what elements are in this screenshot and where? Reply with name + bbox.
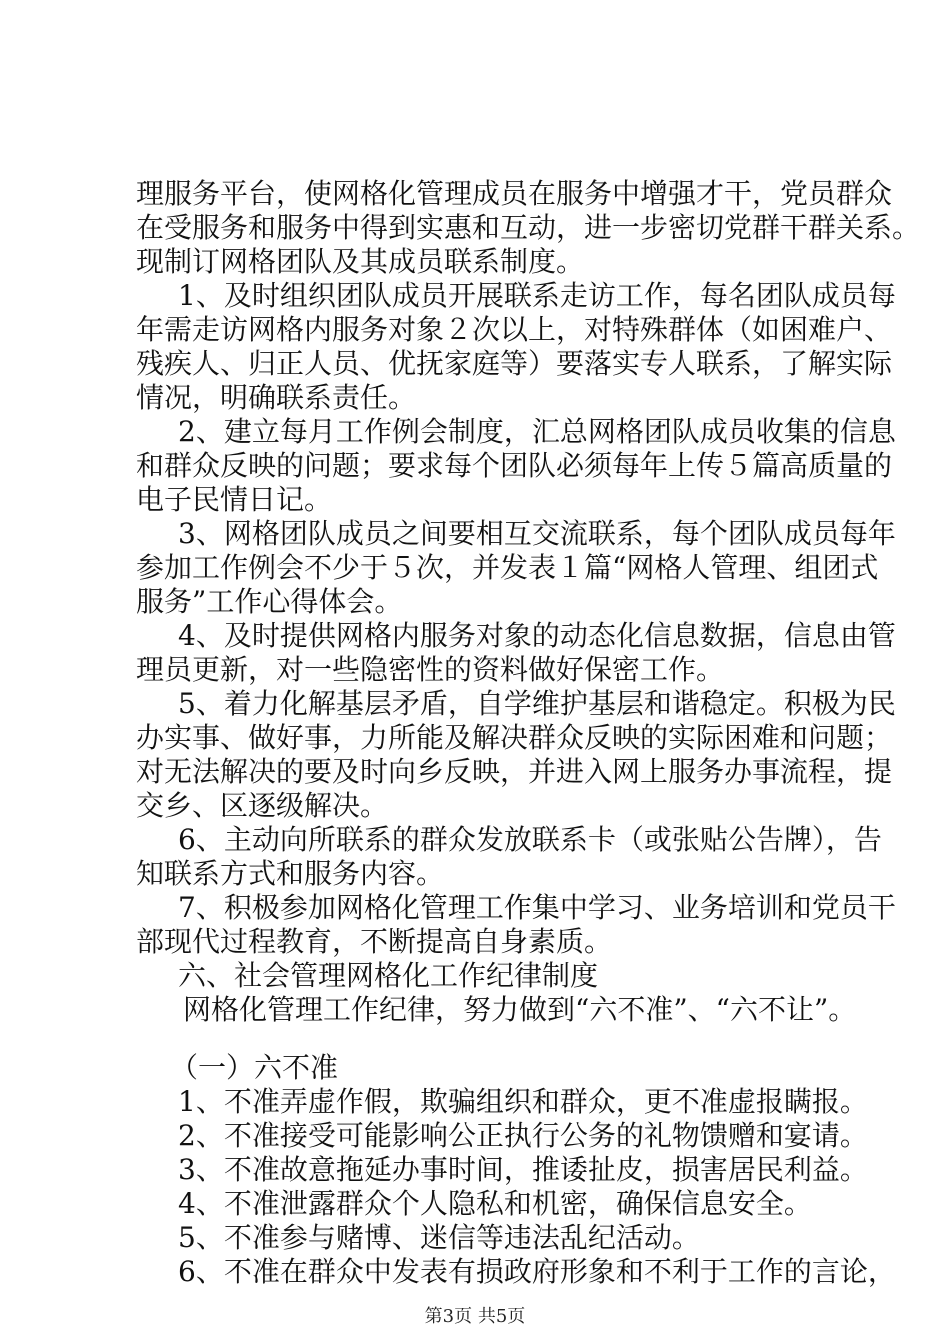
body-text-line: 部现代过程教育，不断提高自身素质。 — [136, 925, 613, 958]
body-text-line: 知联系方式和服务内容。 — [136, 857, 445, 890]
section-intro: 网格化管理工作纪律，努力做到“六不准”、“六不让”。 — [183, 993, 857, 1026]
paragraph-line: 4、及时提供网格内服务对象的动态化信息数据，信息由管 — [178, 619, 896, 652]
body-text-line: 理服务平台，使网格化管理成员在服务中增强才干，党员群众 — [136, 177, 893, 210]
page-footer: 第3页 共5页 — [424, 1306, 526, 1327]
paragraph-line: 6、主动向所联系的群众发放联系卡（或张贴公告牌），告 — [178, 823, 882, 856]
body-text-line: 参加工作例会不少于５次，并发表１篇“网格人管理、组团式 — [136, 551, 879, 584]
paragraph-line: 2、建立每月工作例会制度，汇总网格团队成员收集的信息 — [178, 415, 896, 448]
body-text-line: 理员更新，对一些隐密性的资料做好保密工作。 — [136, 653, 725, 686]
section-heading: 六、社会管理网格化工作纪律制度 — [178, 959, 599, 992]
body-text-line: 残疾人、归正人员、优抚家庭等）要落实专人联系，了解实际 — [136, 347, 893, 380]
list-item: 5、不准参与赌博、迷信等违法乱纪活动。 — [178, 1221, 700, 1254]
subsection-heading: （一）六不准 — [170, 1051, 339, 1084]
body-text-line: 现制订网格团队及其成员联系制度。 — [136, 245, 585, 278]
body-text-line: 情况，明确联系责任。 — [136, 381, 417, 414]
paragraph-line: 5、着力化解基层矛盾，自学维护基层和谐稳定。积极为民 — [178, 687, 896, 720]
body-text-line: 办实事、做好事，力所能及解决群众反映的实际困难和问题； — [136, 721, 893, 754]
body-text-line: 对无法解决的要及时向乡反映，并进入网上服务办事流程，提 — [136, 755, 893, 788]
list-item: 2、不准接受可能影响公正执行公务的礼物馈赠和宴请。 — [178, 1119, 868, 1152]
body-text-line: 和群众反映的问题；要求每个团队必须每年上传５篇高质量的 — [136, 449, 893, 482]
paragraph-line: 1、及时组织团队成员开展联系走访工作，每名团队成员每 — [178, 279, 896, 312]
paragraph-line: 7、积极参加网格化管理工作集中学习、业务培训和党员干 — [178, 891, 896, 924]
list-item: 1、不准弄虚作假，欺骗组织和群众，更不准虚报瞒报。 — [178, 1085, 868, 1118]
body-text-line: 服务”工作心得体会。 — [136, 585, 403, 618]
body-text-line: 交乡、区逐级解决。 — [136, 789, 389, 822]
body-text-line: 在受服务和服务中得到实惠和互动，进一步密切党群干群关系。 — [136, 211, 921, 244]
list-item: 6、不准在群众中发表有损政府形象和不利于工作的言论， — [178, 1255, 896, 1288]
list-item: 4、不准泄露群众个人隐私和机密，确保信息安全。 — [178, 1187, 812, 1220]
paragraph-line: 3、网格团队成员之间要相互交流联系，每个团队成员每年 — [178, 517, 896, 550]
list-item: 3、不准故意拖延办事时间，推诿扯皮，损害居民利益。 — [178, 1153, 868, 1186]
body-text-line: 电子民情日记。 — [136, 483, 333, 516]
body-text-line: 年需走访网格内服务对象２次以上，对特殊群体（如困难户、 — [136, 313, 893, 346]
